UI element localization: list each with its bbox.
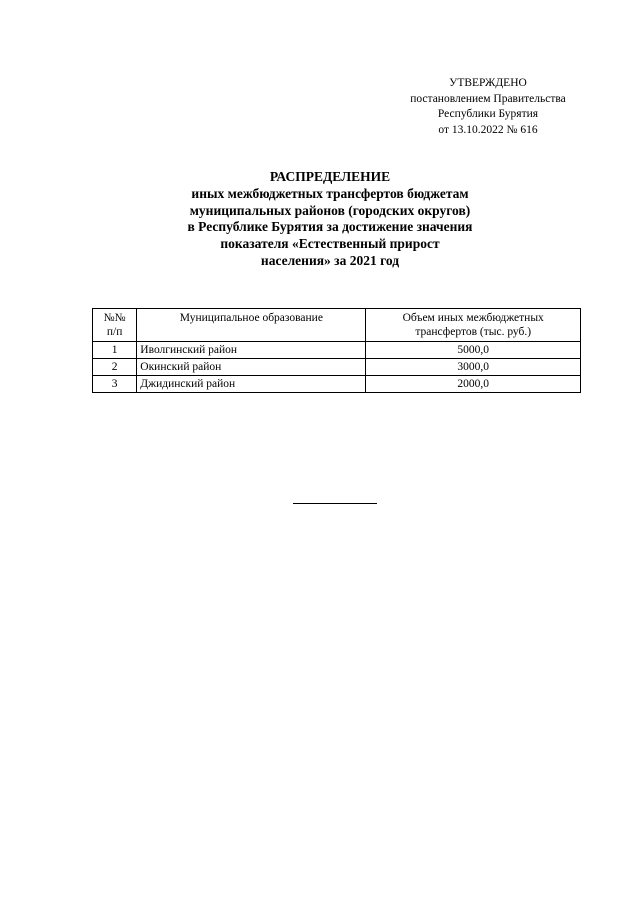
row-number: 1 bbox=[93, 342, 137, 359]
header-number-line1: №№ bbox=[103, 312, 126, 324]
title-line: РАСПРЕДЕЛЕНИЕ bbox=[269, 169, 391, 184]
table-row bbox=[93, 359, 581, 376]
row-amount: 2000,0 bbox=[366, 376, 581, 393]
distribution-table bbox=[92, 308, 581, 393]
title-line: иных межбюджетных трансфертов бюджетам bbox=[191, 185, 469, 201]
title-line: показателя «Естественный прирост bbox=[220, 236, 440, 252]
title-line: муниципальных районов (городских округов) bbox=[189, 202, 471, 218]
table-row bbox=[93, 376, 581, 393]
row-number: 2 bbox=[93, 359, 137, 376]
title-line: населения» за 2021 год bbox=[260, 252, 400, 268]
approval-heading: УТВЕРЖДЕНО bbox=[449, 77, 527, 89]
title-line: в Республике Бурятия за достижение значения bbox=[187, 219, 473, 235]
header-number bbox=[93, 309, 137, 342]
approval-block bbox=[396, 76, 580, 138]
approval-date-number: от 13.10.2022 № 616 bbox=[438, 123, 538, 136]
row-municipality: Джидинский район bbox=[137, 376, 366, 393]
header-amount-line1: Объем иных межбюджетных bbox=[402, 312, 544, 324]
row-amount: 3000,0 bbox=[366, 359, 581, 376]
row-number: 3 bbox=[93, 376, 137, 393]
row-municipality: Окинский район bbox=[137, 359, 366, 376]
document-title bbox=[140, 169, 520, 270]
header-amount bbox=[366, 309, 581, 342]
row-amount: 5000,0 bbox=[366, 342, 581, 359]
approval-line: Республики Бурятия bbox=[437, 108, 539, 120]
header-amount-line2: трансфертов (тыс. руб.) bbox=[415, 326, 532, 338]
approval-line: постановлением Правительства bbox=[410, 92, 566, 105]
header-number-line2: п/п bbox=[106, 326, 123, 338]
row-municipality: Иволгинский район bbox=[137, 342, 366, 359]
closing-separator-line bbox=[293, 503, 377, 504]
header-municipality: Муниципальное образование bbox=[137, 309, 366, 342]
table-header-row bbox=[93, 309, 581, 342]
table-row bbox=[93, 342, 581, 359]
